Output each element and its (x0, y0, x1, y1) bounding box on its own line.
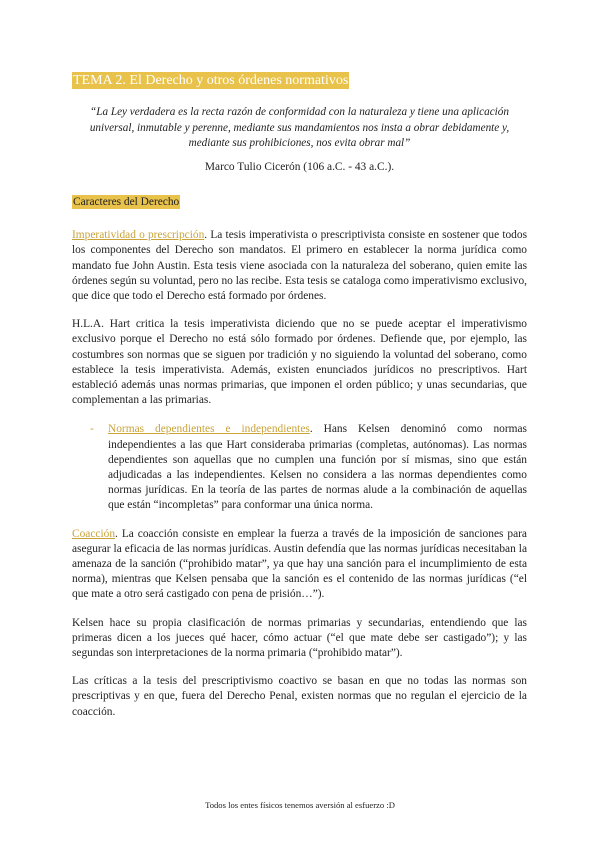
paragraph-hart: H.L.A. Hart critica la tesis imperativista diciendo que no se puede aceptar el imperativismo exclusivo porque el Derecho no está sólo formado por órdenes. Defiende que, por ejemplo, las costumbres son normas que se siguen por tradición y no siguiendo la voluntad del soberano, como establece la tesis imperativista. Además, existen enunciados jurídicos no prescriptivos. Hart estableció además unas normas primarias, que imponen el orden público; y unas secundarias, que complementan a las primarias. (72, 318, 527, 407)
list-bullet: - (90, 423, 94, 436)
paragraph-imperatividad (72, 228, 527, 304)
paragraph-text: . La coacción consiste en emplear la fuerza a través de la imposición de sanciones para asegurar la eficacia de las normas jurídicas. Austin defendía que las normas jurídicas necesitaban la amenaza de la sanción (“prohibido matar”, ya que hay una sanción para el incumplimiento de esta norma), mientras que Kelsen pensaba que la sanción es el contenido de las normas jurídicas (“el que mate a otro será castigado con pena de prisión…”). (72, 527, 527, 601)
epigraph-author: Marco Tulio Cicerón (106 a.C. - 43 a.C.). (204, 160, 395, 173)
term-imperatividad[interactable]: Imperatividad o prescripción (72, 229, 205, 242)
term-normas-dependientes[interactable]: Normas dependientes e independientes (108, 423, 310, 436)
term-coaccion[interactable]: Coacción (72, 527, 116, 540)
paragraph-text: . La tesis imperativista o prescriptivista consiste en sostener que todos los componentes del Derecho son mandatos. El primero en establecer la norma jurídica como mandato fue John Austin. Esta tesis viene asociada con la naturaleza del soberano, quien emite las órdenes según su voluntad, pero no las recibe. Esta tesis se cataloga como imperativismo exclusivo, que dice que todo el Derecho está formado por órdenes. (72, 229, 528, 302)
section-heading: Caracteres del Derecho (73, 195, 180, 208)
document-page (72, 72, 527, 720)
page-footer: Todos los entes físicos tenemos aversión al esfuerzo :D (205, 800, 395, 810)
paragraph-coaccion (72, 527, 527, 603)
epigraph-quote: “La Ley verdadera es la recta razón de conformidad con la naturaleza y tiene una aplicación universal, inmutable y perenne, mediante sus mandamientos nos insta a obrar debidamente y, mediante sus prohibiciones, nos evita obrar mal” (89, 106, 510, 150)
paragraph-kelsen: Kelsen hace su propia clasificación de normas primarias y secundarias, entendiendo que las primeras dicen a los jueces qué hacer, cómo actuar (“el que mate debe ser castigado”); y las segundas son interpretaciones de la norma primaria (“prohibido matar”). (72, 616, 527, 659)
paragraph-criticas: Las críticas a la tesis del prescriptivismo coactivo se basan en que no todas las normas son prescriptivas y en que, fuera del Derecho Penal, existen normas que no regulan el ejercicio de la coacción. (72, 675, 527, 718)
list-item (72, 422, 527, 513)
list-item-text: . Hans Kelsen denominó como normas independientes a las que Hart consideraba primarias (completas, autónomas). Las normas dependientes son aquellas que no cumplen una función por sí mismas, sino que están adjudicadas a las independientes. Kelsen no considera a las normas dependientes como normas jurídicas. En la teoría de las partes de normas alude a la combinación de aquellas que están “incompletas” para conformar una única norma. (108, 423, 527, 512)
chapter-title: TEMA 2. El Derecho y otros órdenes normativos (73, 73, 349, 88)
